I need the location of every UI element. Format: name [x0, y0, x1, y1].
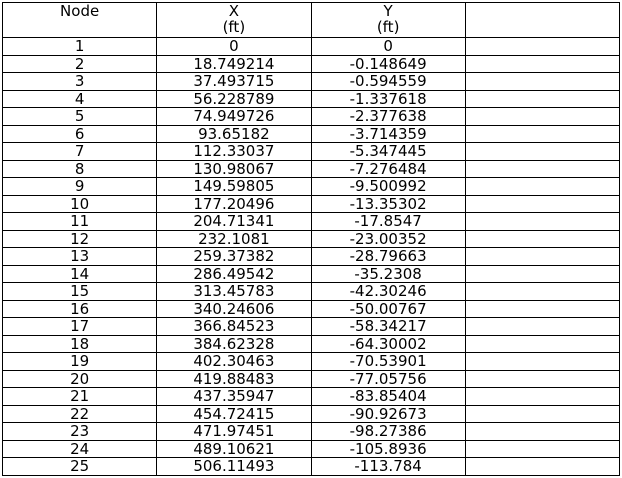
cell-y: -7.276484	[311, 160, 465, 178]
header-empty	[465, 3, 619, 38]
cell-node: 11	[3, 213, 157, 231]
cell-y: -2.377638	[311, 108, 465, 126]
cell-empty	[465, 230, 619, 248]
cell-empty	[465, 143, 619, 161]
cell-y: -23.00352	[311, 230, 465, 248]
cell-x: 18.749214	[157, 55, 311, 73]
cell-y: -77.05756	[311, 370, 465, 388]
cell-y: -17.8547	[311, 213, 465, 231]
table-row	[3, 370, 620, 388]
cell-x: 471.97451	[157, 423, 311, 441]
header-node-label: Node	[60, 2, 100, 20]
cell-empty	[465, 265, 619, 283]
cell-x: 366.84523	[157, 318, 311, 336]
cell-empty	[465, 318, 619, 336]
cell-empty	[465, 38, 619, 56]
cell-y: -5.347445	[311, 143, 465, 161]
cell-x: 74.949726	[157, 108, 311, 126]
cell-node: 8	[3, 160, 157, 178]
cell-node: 12	[3, 230, 157, 248]
cell-empty	[465, 178, 619, 196]
table-row	[3, 55, 620, 73]
cell-node: 2	[3, 55, 157, 73]
cell-y: -105.8936	[311, 440, 465, 458]
cell-empty	[465, 388, 619, 406]
cell-x: 454.72415	[157, 405, 311, 423]
cell-empty	[465, 248, 619, 266]
cell-y: -83.85404	[311, 388, 465, 406]
cell-y: -70.53901	[311, 353, 465, 371]
cell-empty	[465, 213, 619, 231]
table-row	[3, 300, 620, 318]
cell-node: 5	[3, 108, 157, 126]
cell-node: 18	[3, 335, 157, 353]
table-row	[3, 143, 620, 161]
table-row	[3, 353, 620, 371]
table-row	[3, 423, 620, 441]
cell-y: -113.784	[311, 458, 465, 476]
cell-node: 15	[3, 283, 157, 301]
cell-y: 0	[311, 38, 465, 56]
table-header	[3, 3, 620, 38]
cell-empty	[465, 283, 619, 301]
table-row	[3, 38, 620, 56]
table-row	[3, 108, 620, 126]
cell-node: 19	[3, 353, 157, 371]
cell-y: -0.594559	[311, 73, 465, 91]
cell-x: 93.65182	[157, 125, 311, 143]
cell-x: 232.1081	[157, 230, 311, 248]
cell-y: -42.30246	[311, 283, 465, 301]
cell-empty	[465, 353, 619, 371]
cell-x: 177.20496	[157, 195, 311, 213]
cell-node: 23	[3, 423, 157, 441]
header-x	[157, 3, 311, 38]
cell-empty	[465, 370, 619, 388]
cell-node: 3	[3, 73, 157, 91]
cell-node: 9	[3, 178, 157, 196]
header-x-label: X	[228, 2, 240, 20]
cell-node: 6	[3, 125, 157, 143]
header-node	[3, 3, 157, 38]
cell-x: 149.59805	[157, 178, 311, 196]
cell-empty	[465, 405, 619, 423]
header-y-label: Y	[383, 2, 393, 20]
cell-y: -58.34217	[311, 318, 465, 336]
table-row	[3, 195, 620, 213]
cell-x: 130.98067	[157, 160, 311, 178]
cell-y: -0.148649	[311, 55, 465, 73]
cell-x: 112.33037	[157, 143, 311, 161]
table-row	[3, 265, 620, 283]
cell-x: 419.88483	[157, 370, 311, 388]
cell-empty	[465, 440, 619, 458]
table-row	[3, 283, 620, 301]
cell-node: 16	[3, 300, 157, 318]
cell-empty	[465, 125, 619, 143]
table-row	[3, 73, 620, 91]
cell-x: 0	[157, 38, 311, 56]
cell-empty	[465, 300, 619, 318]
cell-node: 7	[3, 143, 157, 161]
table-row	[3, 230, 620, 248]
cell-x: 437.35947	[157, 388, 311, 406]
table-row	[3, 160, 620, 178]
cell-x: 489.10621	[157, 440, 311, 458]
cell-x: 313.45783	[157, 283, 311, 301]
table-row	[3, 248, 620, 266]
cell-empty	[465, 423, 619, 441]
table-row	[3, 318, 620, 336]
cell-node: 22	[3, 405, 157, 423]
table-row	[3, 90, 620, 108]
cell-node: 20	[3, 370, 157, 388]
cell-y: -50.00767	[311, 300, 465, 318]
cell-x: 204.71341	[157, 213, 311, 231]
header-y-unit: (ft)	[376, 18, 400, 36]
cell-y: -28.79663	[311, 248, 465, 266]
table-row	[3, 335, 620, 353]
cell-node: 21	[3, 388, 157, 406]
header-x-unit: (ft)	[222, 18, 246, 36]
cell-y: -64.30002	[311, 335, 465, 353]
node-coordinates-table	[2, 2, 620, 476]
header-y	[311, 3, 465, 38]
cell-node: 4	[3, 90, 157, 108]
cell-node: 25	[3, 458, 157, 476]
table-row	[3, 388, 620, 406]
table-row	[3, 213, 620, 231]
cell-x: 56.228789	[157, 90, 311, 108]
table-body	[3, 38, 620, 476]
table-row	[3, 440, 620, 458]
cell-y: -35.2308	[311, 265, 465, 283]
cell-empty	[465, 55, 619, 73]
cell-empty	[465, 458, 619, 476]
table-row	[3, 405, 620, 423]
table-row	[3, 125, 620, 143]
cell-empty	[465, 90, 619, 108]
cell-empty	[465, 160, 619, 178]
cell-y: -1.337618	[311, 90, 465, 108]
cell-x: 340.24606	[157, 300, 311, 318]
cell-x: 37.493715	[157, 73, 311, 91]
cell-y: -9.500992	[311, 178, 465, 196]
cell-node: 17	[3, 318, 157, 336]
cell-y: -13.35302	[311, 195, 465, 213]
cell-empty	[465, 195, 619, 213]
table-row	[3, 178, 620, 196]
cell-node: 14	[3, 265, 157, 283]
cell-empty	[465, 335, 619, 353]
cell-node: 24	[3, 440, 157, 458]
cell-y: -90.92673	[311, 405, 465, 423]
cell-node: 10	[3, 195, 157, 213]
cell-y: -3.714359	[311, 125, 465, 143]
cell-x: 402.30463	[157, 353, 311, 371]
cell-empty	[465, 108, 619, 126]
cell-x: 259.37382	[157, 248, 311, 266]
header-row	[3, 3, 620, 38]
cell-node: 13	[3, 248, 157, 266]
cell-y: -98.27386	[311, 423, 465, 441]
cell-x: 384.62328	[157, 335, 311, 353]
cell-x: 286.49542	[157, 265, 311, 283]
cell-x: 506.11493	[157, 458, 311, 476]
cell-node: 1	[3, 38, 157, 56]
cell-empty	[465, 73, 619, 91]
table-row	[3, 458, 620, 476]
